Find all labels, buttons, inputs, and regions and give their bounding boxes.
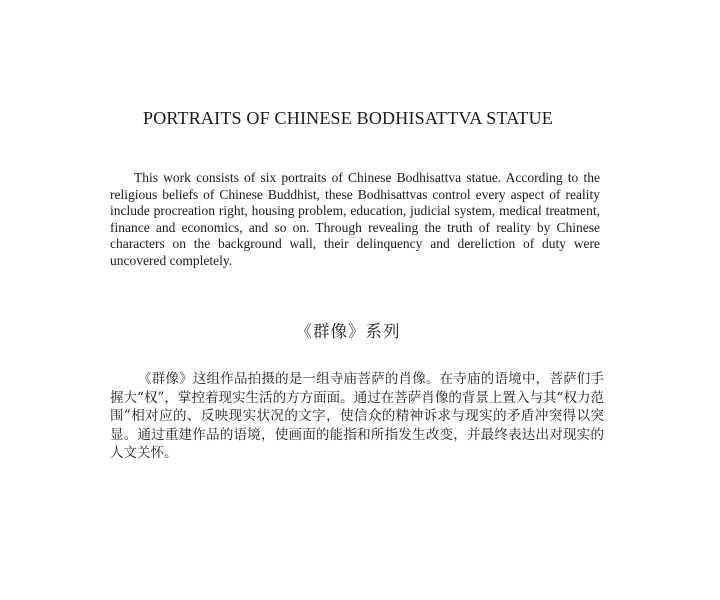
english-title: PORTRAITS OF CHINESE BODHISATTVA STATUE bbox=[143, 108, 553, 128]
english-paragraph: This work consists of six portraits of Chinese Bodhisattva statue. According to the religious beliefs of Chinese Buddhist, these Bodhisattvas control every aspect of reality include procreation right, housing problem, education, judicial system, medical treatment, finance and economics, and so on. Through revealing the truth of reality by Chinese characters on the background wall, their delinquency and dereliction of duty were uncovered completely. bbox=[110, 170, 600, 268]
chinese-paragraph: 《群像》这组作品拍摄的是一组寺庙菩萨的肖像。在寺庙的语境中，菩萨们手握大“权”，掌控着现实生活的方方面面。通过在菩萨肖像的背景上置入与其“权力范围”相对应的、反映现实状况的文字，使信众的精神诉求与现实的矛盾冲突得以突显。通过重建作品的语境，使画面的能指和所指发生改变，并最终表达出对现实的人文关怀。 bbox=[110, 371, 604, 461]
chinese-title: 《群像》系列 bbox=[295, 322, 401, 341]
